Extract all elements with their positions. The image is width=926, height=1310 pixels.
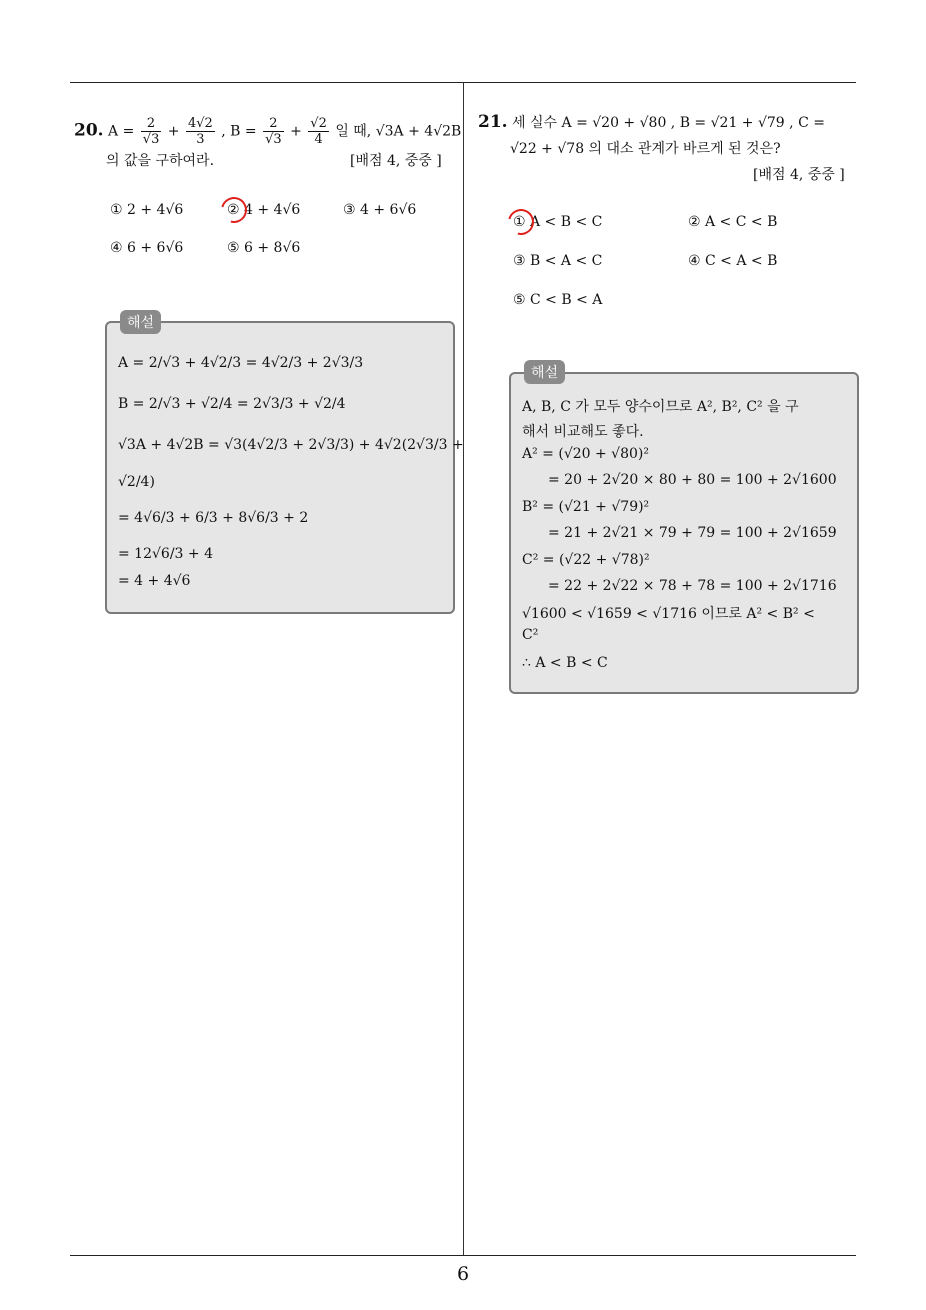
q20-choice-2[interactable]: ② 4 + 4√6 <box>227 202 301 218</box>
answer-mark-circle <box>216 192 252 228</box>
q20-text-b: , B = <box>221 123 257 140</box>
q20-frac-1: $\frac{2}{√3}$ <box>142 116 160 147</box>
q21-sol-line-5: B² = (√21 + √79)² <box>522 499 650 515</box>
footer-rule <box>70 1255 856 1256</box>
q21-sol-line-6: = 21 + 2√21 × 79 + 79 = 100 + 2√1659 <box>548 525 837 541</box>
q21-choice-5[interactable]: ⑤ C < B < A <box>513 292 603 308</box>
q20-choice-3[interactable]: ③ 4 + 6√6 <box>343 202 417 218</box>
q20-solution-label: 해설 <box>120 310 161 334</box>
q21-choice-3[interactable]: ③ B < A < C <box>513 253 603 269</box>
q20-tail: 일 때, √3A + 4√2B <box>335 123 462 140</box>
q20-plus: + <box>167 123 180 140</box>
q21-sol-line-3: A² = (√20 + √80)² <box>522 446 649 462</box>
q21-choice-1[interactable]: ① A < B < C <box>513 214 603 230</box>
q20-frac-4: $\frac{√2}{4}$ <box>310 116 327 147</box>
q20-sol-line-6: = 12√6/3 + 4 <box>118 546 213 562</box>
q21-sol-line-1: A, B, C 가 모두 양수이므로 A², B², C² 을 구 <box>522 399 799 415</box>
q21-sol-line-2: 해서 비교해도 좋다. <box>522 424 644 440</box>
q21-sol-line-9: √1600 < √1659 < √1716 이므로 A² < B² < <box>522 606 815 622</box>
q20-sol-line-5: = 4√6/3 + 6/3 + 8√6/3 + 2 <box>118 510 309 526</box>
q20-choice-5[interactable]: ⑤ 6 + 8√6 <box>227 240 301 256</box>
q21-choice-2[interactable]: ② A < C < B <box>688 214 778 230</box>
column-divider <box>463 83 464 1256</box>
q21-stem-line2: √22 + √78 의 대소 관계가 바르게 된 것은? <box>510 141 781 157</box>
q20-text-a: A = <box>108 123 135 140</box>
q21-choice-4[interactable]: ④ C < A < B <box>688 253 778 269</box>
q21-stem-line1 <box>478 112 825 132</box>
q20-sol-line-7: = 4 + 4√6 <box>118 573 191 589</box>
q20-sol-line-4: √2/4) <box>118 474 155 490</box>
q20-plus-2: + <box>290 123 302 140</box>
q21-solution-label: 해설 <box>524 360 565 384</box>
q20-sol-line-3: √3A + 4√2B = √3(4√2/3 + 2√3/3) + 4√2(2√3/3 + <box>118 437 464 453</box>
q20-sol-line-1: A = 2/√3 + 4√2/3 = 4√2/3 + 2√3/3 <box>118 355 364 371</box>
q21-sol-line-11: ∴ A < B < C <box>522 655 608 671</box>
q20-frac-2: $\frac{4√2}{3}$ <box>187 116 213 147</box>
q21-number: 21. <box>478 112 508 132</box>
q21-score-meta: [배점 4, 중중 ] <box>753 167 845 183</box>
q20-stem-line1 <box>74 116 461 147</box>
q21-sol-line-4: = 20 + 2√20 × 80 + 80 = 100 + 2√1600 <box>548 472 837 488</box>
q20-sol-line-2: B = 2/√3 + √2/4 = 2√3/3 + √2/4 <box>118 396 346 412</box>
answer-mark-circle <box>503 204 539 240</box>
q21-sol-line-7: C² = (√22 + √78)² <box>522 552 650 568</box>
q20-score-meta: [배점 4, 중중 ] <box>350 153 442 169</box>
q21-stem-text1: 세 실수 A = √20 + √80 , B = √21 + √79 , C = <box>512 115 825 131</box>
q20-stem-line2: 의 값을 구하여라. <box>106 153 215 169</box>
page-number: 6 <box>456 1263 470 1285</box>
q20-frac-3: $\frac{2}{√3}$ <box>265 116 282 147</box>
q20-number: 20. <box>74 120 104 141</box>
q21-sol-line-10: C² <box>522 627 539 643</box>
q20-choice-1[interactable]: ① 2 + 4√6 <box>110 202 184 218</box>
q20-choice-4[interactable]: ④ 6 + 6√6 <box>110 240 184 256</box>
q21-sol-line-8: = 22 + 2√22 × 78 + 78 = 100 + 2√1716 <box>548 578 837 594</box>
